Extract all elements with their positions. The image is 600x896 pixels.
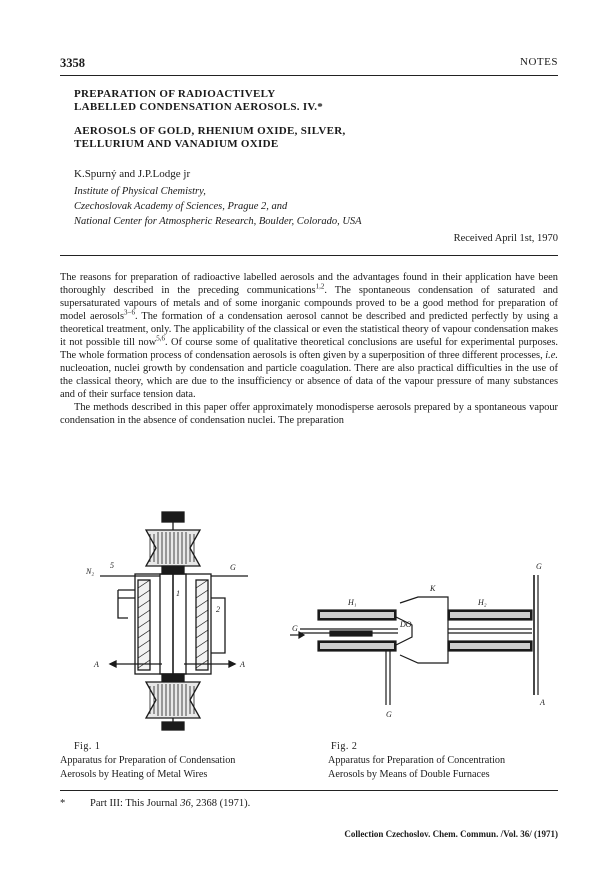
label-g-left: G	[292, 624, 298, 633]
figure-1-label: Fig. 1	[74, 741, 101, 752]
page-header	[60, 56, 558, 72]
label-g: G	[230, 563, 236, 572]
label-1: 1	[176, 589, 180, 598]
label-k: K	[430, 584, 436, 593]
figure-2-diagram	[290, 555, 560, 725]
footnote-rule	[60, 790, 558, 791]
body-text	[60, 271, 558, 427]
affiliation-line-1: Institute of Physical Chemistry,	[74, 186, 206, 197]
journal-footer: Collection Czechoslov. Chem. Commun. /Vol. 36/ (1971)	[344, 829, 558, 839]
header-rule	[60, 75, 558, 76]
affiliation-line-3: National Center for Atmospheric Research, Boulder, Colorado, USA	[74, 216, 362, 227]
figure-1-diagram	[80, 508, 270, 733]
received-date: Received April 1st, 1970	[453, 233, 558, 244]
label-a-left: A	[94, 660, 99, 669]
subtitle-line-1: AEROSOLS OF GOLD, RHENIUM OXIDE, SILVER,	[74, 125, 346, 137]
subtitle-line-2: TELLURIUM AND VANADIUM OXIDE	[74, 138, 279, 150]
citation: 3−6	[124, 308, 135, 317]
authors: K.Spurný and J.P.Lodge jr	[74, 168, 191, 180]
footnote: * Part III: This Journal 36, 2368 (1971).	[60, 798, 251, 809]
paragraph-1: The reasons for preparation of radioactive labelled aerosols and the advantages found in their application have been thoroughly described in the preceding communications$^{1,2}$. The spontaneous condensation of saturated and supersaturated vapours of metals and of some inorganic compounds proved to be a good method for preparation of model aerosols$^{3-6}$. The formation of a condensation aerosol cannot be described and predicted perfectly by using a theoretical treatment, only. The applicability of the classical or even the statistical theory of vapour condensation makes it not possible till now$^{5,6}$. Of course some of qualitative theoretical conclusions are useful for experimental purposes. The whole formation process of condensation aerosols is often given by a superposition of three different processes, i.e. nucleoation, nuclei growth by condensation and particle coagulation. There are also practical difficulties in the use of the classical theory, which are due to the insufficiency or absence of data of the vapour pressure of many substances and of their surface tension data.	[60, 272, 559, 400]
label-a: A	[540, 698, 545, 707]
figure-2-caption: Apparatus for Preparation of Concentration Aerosols by Means of Double Furnaces	[328, 755, 506, 780]
label-g-top: G	[536, 562, 542, 571]
label-5: 5	[110, 561, 114, 570]
figure-2-label: Fig. 2	[331, 741, 358, 752]
label-2: 2	[216, 605, 220, 614]
label-n2: N₂	[86, 567, 95, 576]
body-rule	[60, 255, 558, 256]
affiliation-line-2: Czechoslovak Academy of Sciences, Prague 2, and	[74, 201, 288, 212]
page-number: 3358	[60, 56, 85, 70]
label-do: DO	[400, 620, 412, 629]
label-g-bottom: G	[386, 710, 392, 719]
citation: 1,2	[315, 282, 325, 291]
affiliation	[74, 184, 362, 229]
label-h2: H₂	[478, 598, 487, 607]
section-name: NOTES	[520, 56, 558, 68]
label-a-right: A	[240, 660, 245, 669]
title-line-1: PREPARATION OF RADIOACTIVELY	[74, 88, 276, 100]
label-h1: H₁	[348, 598, 357, 607]
bottom-clamp	[162, 722, 184, 730]
title-line-2: LABELLED CONDENSATION AEROSOLS. IV.*	[74, 101, 324, 113]
figure-1-caption: Apparatus for Preparation of Condensation Aerosols by Heating of Metal Wires	[60, 755, 236, 780]
citation: 5,6	[156, 334, 165, 343]
paragraph-2: The methods described in this paper offer approximately monodisperse aerosols prepared by a spontaneous vapour condensation in the absence of condensation nuclei. The preparation	[60, 402, 558, 426]
top-clamp	[162, 512, 184, 522]
